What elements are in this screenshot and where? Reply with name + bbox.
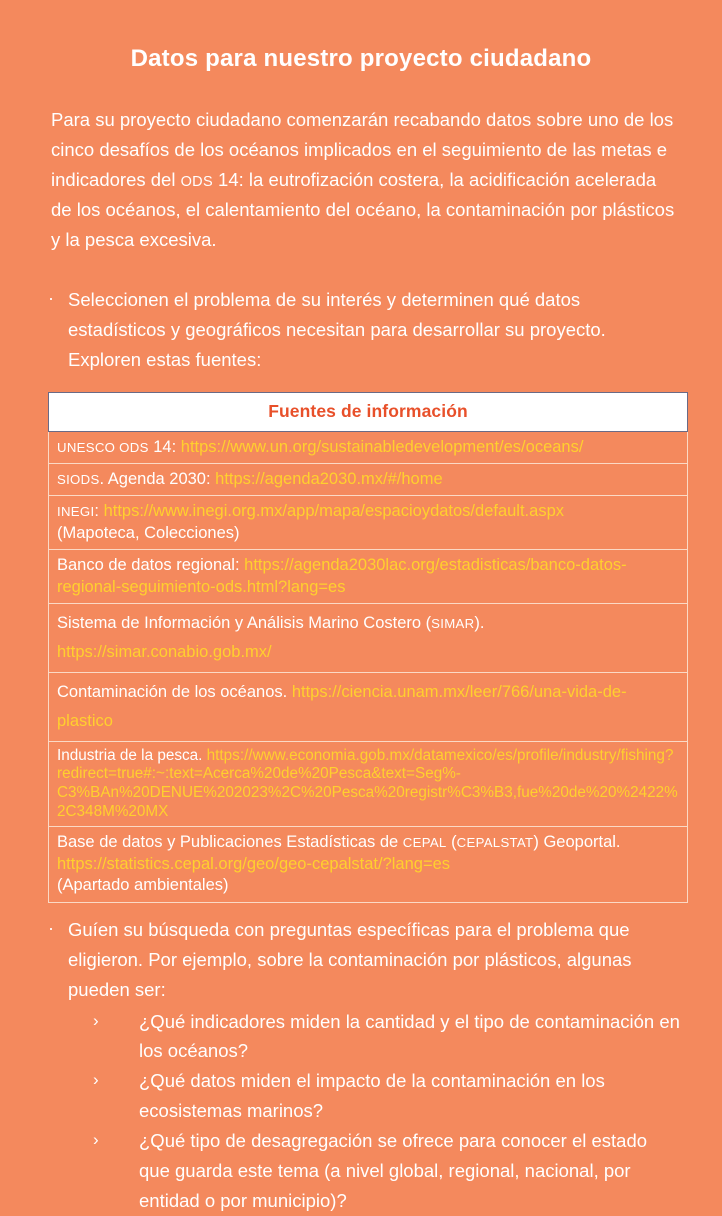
label-inegi: : xyxy=(94,502,104,521)
bullet-guide-search xyxy=(48,915,682,1005)
bullet-block-questions xyxy=(0,903,722,1216)
bullet-select-problem-text: Seleccionen el problema de su interés y determinen qué datos estadísticos y geográficos necesitan para desarrollar su proyecto. Exploren estas fuentes: xyxy=(68,288,606,370)
sub-bullet-desagregacion xyxy=(93,1126,682,1216)
sub-bullet-impacto xyxy=(93,1066,682,1126)
link-simar-conabio[interactable]: https://simar.conabio.gob.mx/ xyxy=(57,643,272,662)
table-row xyxy=(49,604,688,673)
label-contaminacion: Contaminación de los océanos. xyxy=(57,682,292,701)
label-unesco: 14: xyxy=(148,437,181,456)
label-siods: . Agenda 2030: xyxy=(99,469,216,488)
link-ciencia-unam[interactable]: https://ciencia.unam.mx/leer/766/una-vida-de-plastico xyxy=(57,682,627,730)
acronym-cepalstat: CEPALSTAT xyxy=(456,835,534,851)
chevron-right-icon: › xyxy=(93,1130,99,1150)
sources-table xyxy=(48,392,688,903)
sub-bullet-list xyxy=(48,1007,682,1216)
paren-close: ) xyxy=(533,833,539,852)
acronym-simar: SIMAR xyxy=(431,616,475,632)
sub-bullet-desagregacion-text: ¿Qué tipo de desagregación se ofrece para conocer el estado que guarda este tema (a nivel global, regional, nacional, por entidad o por municipio)? xyxy=(139,1130,648,1212)
intro-text-part2: 14: la eutrofización costera, la acidificación acelerada de los océanos, el calentamiento del océano, la contaminación por plásticos y la pesca excesiva. xyxy=(51,168,675,250)
page-title: Datos para nuestro proyecto ciudadano xyxy=(130,45,592,72)
table-cell-cepal xyxy=(49,827,688,902)
link-agenda2030lac[interactable]: https://agenda2030lac.org/estadisticas/banco-datos-regional-seguimiento-ods.html?lang=es xyxy=(57,556,627,596)
table-cell-unesco xyxy=(49,431,688,463)
table-row xyxy=(49,741,688,827)
acronym-siods: SIODS xyxy=(57,471,100,487)
paren-open: ( xyxy=(446,833,457,852)
intro-text-part1: Para su proyecto ciudadano comenzarán recabando datos sobre uno de los cinco desafíos de los océanos implicados en el seguimiento de las metas e indicadores del xyxy=(51,108,674,190)
table-cell-industria-pesca xyxy=(49,741,688,827)
link-economia-datamexico[interactable]: https://www.economia.gob.mx/datamexico/es/profile/industry/fishing?redirect=true#:~:text=Acerca%20de%20Pesca&text=Seg%-C3%BAn%20DENUE%202023%2C%20Pesca%20registr%C3%B3,fue%20de%20%2422%2C348M%20MX xyxy=(57,746,678,820)
table-cell-contaminacion xyxy=(49,672,688,741)
intro-acronym-ods: ODS xyxy=(180,173,213,190)
table-cell-inegi xyxy=(49,496,688,550)
link-inegi-mapa[interactable]: https://www.inegi.org.mx/app/mapa/espacioydatos/default.aspx xyxy=(103,502,564,521)
sub-bullet-indicadores xyxy=(93,1007,682,1067)
chevron-right-icon: › xyxy=(93,1010,99,1030)
sub-bullet-indicadores-text: ¿Qué indicadores miden la cantidad y el tipo de contaminación en los océanos? xyxy=(139,1010,680,1062)
label-cepal-pre: Base de datos y Publicaciones Estadísticas de xyxy=(57,833,403,852)
acronym-inegi: INEGI xyxy=(57,504,95,520)
label-banco-regional: Banco de datos regional: xyxy=(57,556,245,575)
bullet-dot-icon: · xyxy=(48,287,54,308)
acronym-cepal: CEPAL xyxy=(402,835,447,851)
link-agenda2030[interactable]: https://agenda2030.mx/#/home xyxy=(215,469,443,488)
bullet-guide-search-text: Guíen su búsqueda con preguntas específicas para el problema que eligieron. Por ejemplo, sobre la contaminación por plásticos, algunas pueden ser: xyxy=(68,918,632,1000)
link-unesco-oceans[interactable]: https://www.un.org/sustainabledevelopment/es/oceans/ xyxy=(180,437,584,456)
sub-bullet-impacto-text: ¿Qué datos miden el impacto de la contaminación en los ecosistemas marinos? xyxy=(139,1070,605,1122)
table-row xyxy=(49,672,688,741)
table-cell-siods xyxy=(49,463,688,495)
suffix-cepal: (Apartado ambientales) xyxy=(57,876,229,895)
bullet-block-sources xyxy=(0,255,722,375)
label-cepal-post: Geoportal. xyxy=(538,833,621,852)
table-row xyxy=(49,496,688,550)
table-header-row xyxy=(49,392,688,431)
table-row xyxy=(49,463,688,495)
table-header-fuentes: Fuentes de información xyxy=(49,392,688,431)
bullet-select-problem xyxy=(48,285,682,375)
suffix-inegi: (Mapoteca, Colecciones) xyxy=(57,523,240,542)
acronym-unesco-ods: UNESCO ODS xyxy=(57,439,149,455)
table-row xyxy=(49,431,688,463)
bullet-dot-icon: · xyxy=(48,917,54,938)
intro-paragraph xyxy=(0,74,722,255)
table-row xyxy=(49,827,688,902)
chevron-right-icon: › xyxy=(93,1070,99,1090)
table-cell-simar xyxy=(49,604,688,673)
table-row xyxy=(49,550,688,604)
label-simar-pre: Sistema de Información y Análisis Marino Costero ( xyxy=(57,614,432,633)
link-cepal-geoportal[interactable]: https://statistics.cepal.org/geo/geo-cepalstat/?lang=es xyxy=(57,854,451,873)
label-industria-pesca: Industria de la pesca. xyxy=(57,746,207,764)
table-cell-banco-regional xyxy=(49,550,688,604)
sources-table-wrapper xyxy=(48,392,688,903)
label-simar-post: ). xyxy=(474,614,485,633)
